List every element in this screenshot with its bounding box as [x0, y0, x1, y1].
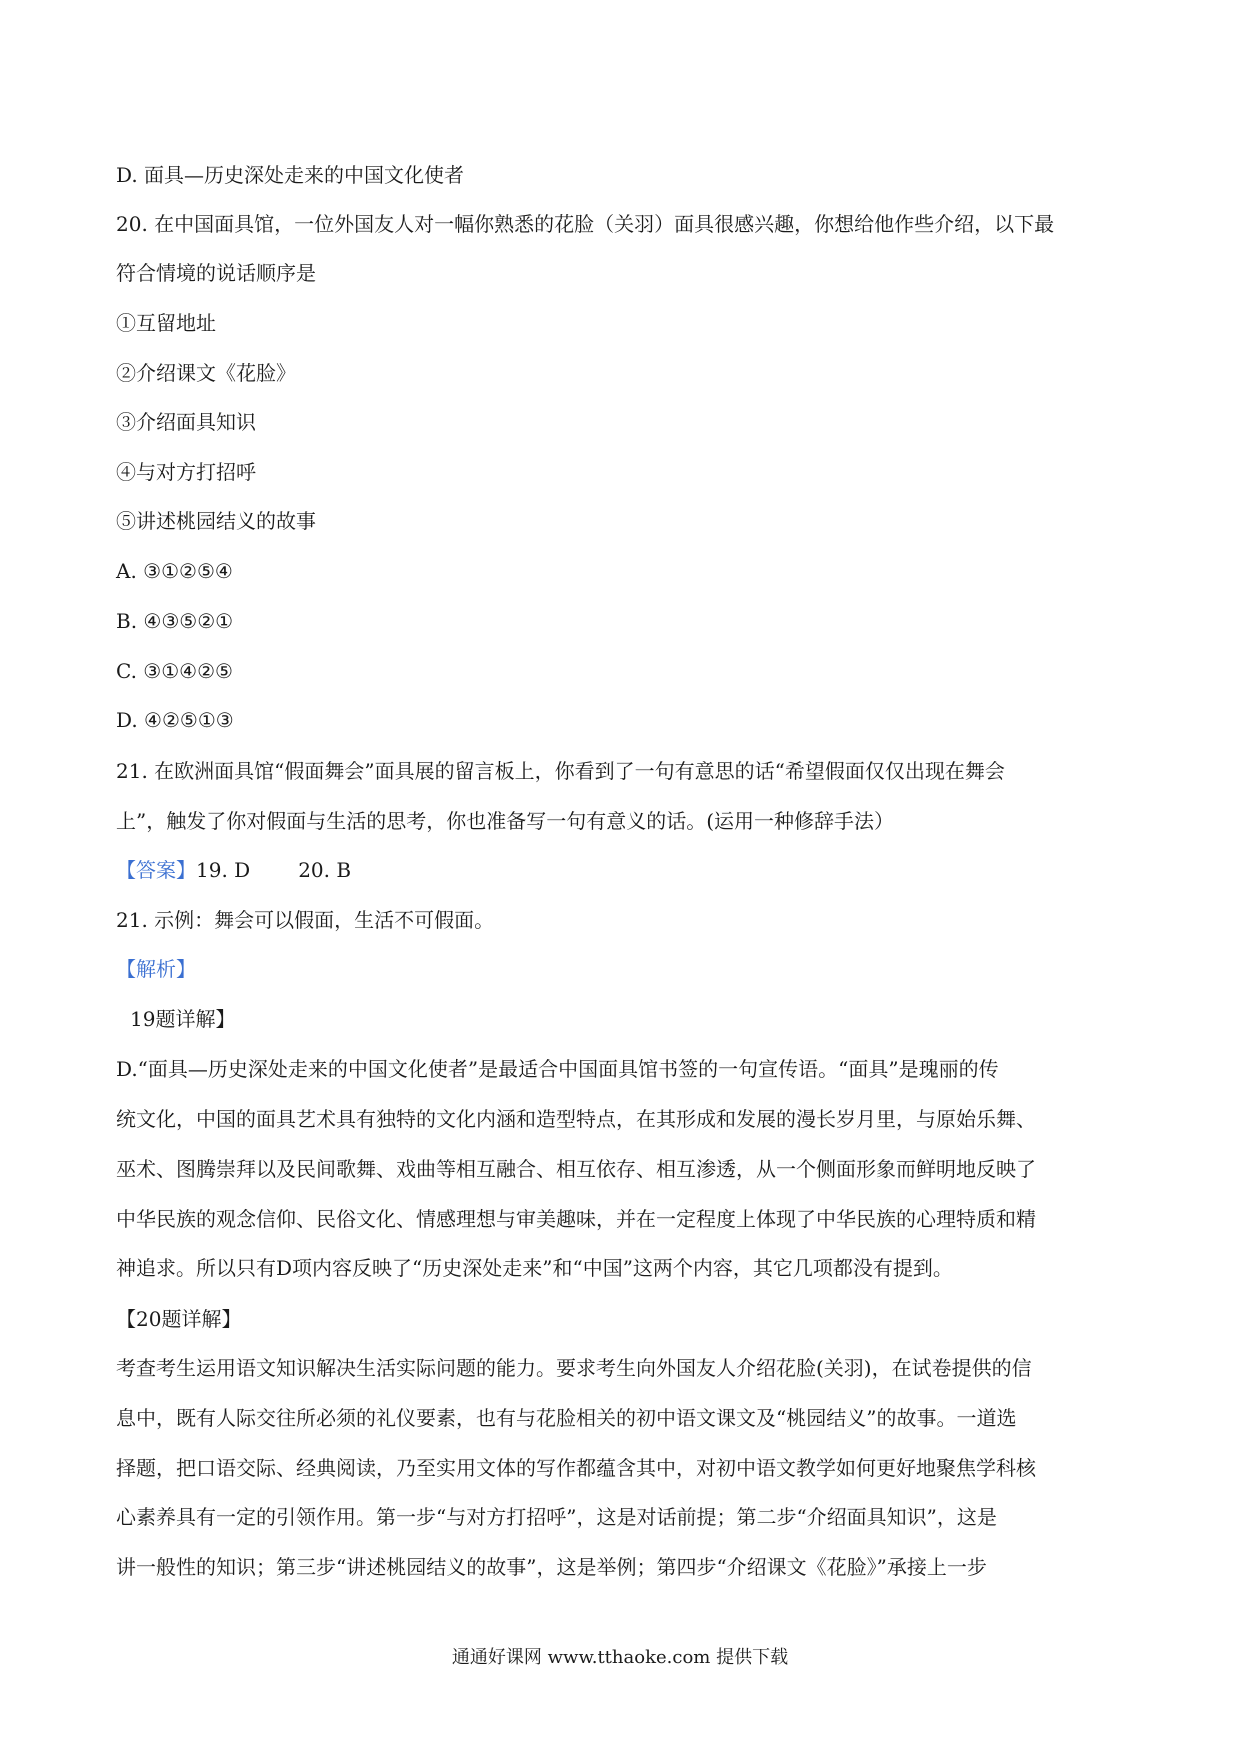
- q20-detail-line: 考查考生运用语文知识解决生活实际问题的能力。要求考生向外国友人介绍花脸(关羽)，在试卷提供的信: [116, 1356, 1032, 1380]
- q19-detail-line: 神追求。所以只有D项内容反映了“历史深处走来”和“中国”这两个内容，其它几项都没有提到。: [116, 1256, 953, 1280]
- q20-detail-line: 息中，既有人际交往所必须的礼仪要素，也有与花脸相关的初中语文课文及“桃园结义”的故事。一道选: [116, 1406, 1017, 1430]
- q21-stem-line-1: 21. 在欧洲面具馆“假面舞会”面具展的留言板上，你看到了一句有意思的话“希望假面仅仅出现在舞会: [116, 759, 1005, 783]
- q19-option-d: D. 面具—历史深处走来的中国文化使者: [116, 163, 465, 187]
- q20-option-c: C. ③①④②⑤: [116, 659, 233, 683]
- answer-q20: 20. B: [298, 858, 352, 882]
- q20-item-2: ②介绍课文《花脸》: [116, 361, 296, 385]
- q19-detail-line: D.“面具—历史深处走来的中国文化使者”是最适合中国面具馆书签的一句宣传语。“面具”是瑰丽的传: [116, 1057, 999, 1081]
- q20-item-1: ①互留地址: [116, 311, 216, 335]
- q19-detail-line: 统文化，中国的面具艺术具有独特的文化内涵和造型特点，在其形成和发展的漫长岁月里，与原始乐舞、: [116, 1107, 1036, 1131]
- answer-line: [116, 857, 351, 883]
- q20-item-5: ⑤讲述桃园结义的故事: [116, 509, 316, 533]
- q20-detail-line: 讲一般性的知识；第三步“讲述桃园结义的故事”，这是举例；第四步“介绍课文《花脸》”承接上一步: [116, 1555, 987, 1579]
- q20-option-b: B. ④③⑤②①: [116, 609, 234, 633]
- q20-detail-heading: 【20题详解】: [116, 1307, 242, 1331]
- q19-detail-line: 中华民族的观念信仰、民俗文化、情感理想与审美趣味，并在一定程度上体现了中华民族的心理特质和精: [116, 1207, 1036, 1231]
- q20-stem-line-2: 符合情境的说话顺序是: [116, 261, 316, 285]
- q20-item-3: ③介绍面具知识: [116, 410, 256, 434]
- q20-detail-line: 心素养具有一定的引领作用。第一步“与对方打招呼”，这是对话前提；第二步“介绍面具知识”，这是: [116, 1505, 997, 1529]
- q21-stem-line-2: 上”，触发了你对假面与生活的思考，你也准备写一句有意义的话。(运用一种修辞手法）: [116, 809, 895, 833]
- q19-detail-line: 巫术、图腾崇拜以及民间歌舞、戏曲等相互融合、相互依存、相互渗透，从一个侧面形象而鲜明地反映了: [116, 1157, 1036, 1181]
- q20-detail-line: 择题，把口语交际、经典阅读，乃至实用文体的写作都蕴含其中，对初中语文教学如何更好地聚焦学科核: [116, 1456, 1036, 1480]
- answer-tag: 【答案】: [116, 858, 196, 882]
- q20-stem-line-1: 20. 在中国面具馆，一位外国友人对一幅你熟悉的花脸（关羽）面具很感兴趣，你想给他作些介绍，以下最: [116, 212, 1055, 236]
- answer-q21: 21. 示例：舞会可以假面，生活不可假面。: [116, 908, 495, 932]
- page-footer: 通通好课网 www.tthaoke.com 提供下载: [451, 1647, 789, 1668]
- q20-item-4: ④与对方打招呼: [116, 460, 256, 484]
- answer-q19: 19. D: [196, 858, 251, 882]
- q20-option-a: A. ③①②⑤④: [116, 559, 233, 583]
- q19-detail-heading: 19题详解】: [130, 1007, 236, 1031]
- analysis-tag: 【解析】: [116, 957, 196, 981]
- q20-option-d: D. ④②⑤①③: [116, 708, 234, 732]
